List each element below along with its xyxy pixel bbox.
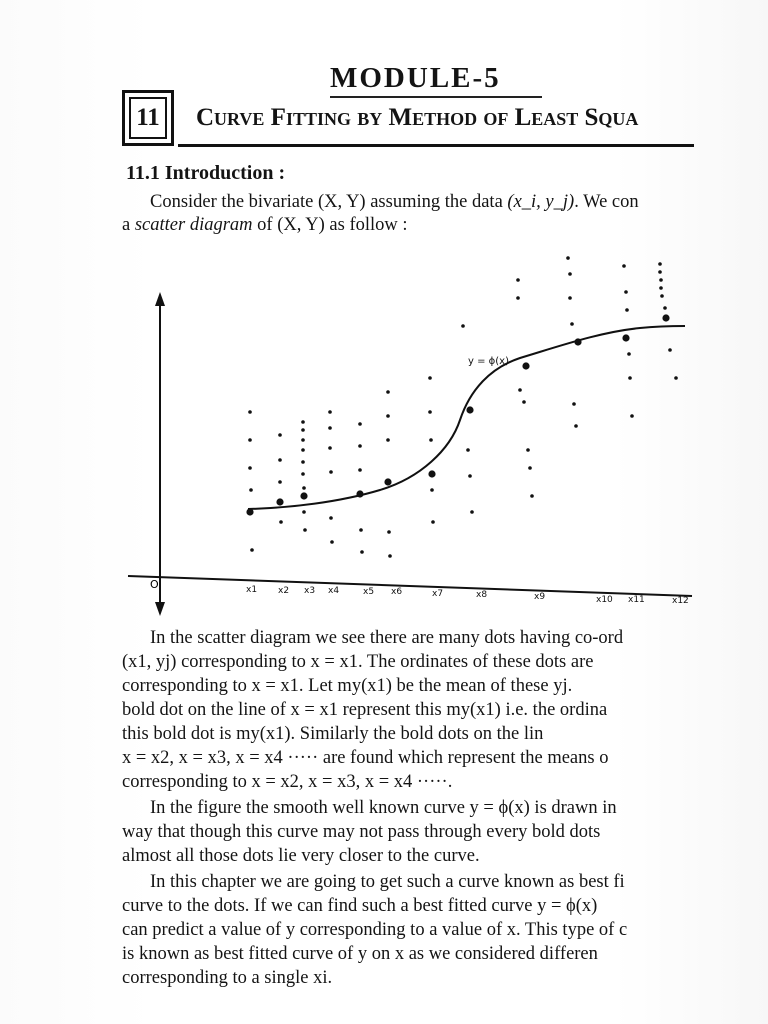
scatter-diagram-term: scatter diagram	[134, 215, 253, 235]
dot	[658, 262, 662, 266]
dot	[360, 550, 364, 554]
dot	[668, 348, 672, 352]
dot	[428, 410, 432, 414]
dot	[386, 414, 390, 418]
dot	[301, 472, 305, 476]
dot	[659, 286, 663, 290]
mean-dots	[246, 314, 669, 515]
dot	[468, 474, 472, 478]
chapter-rule	[178, 144, 694, 147]
dot	[386, 438, 390, 442]
mean-dot	[466, 406, 473, 413]
dot	[330, 540, 334, 544]
dot	[301, 460, 305, 464]
mean-dot	[522, 362, 529, 369]
body-line-9: way that though this curve may not pass through every bold dots	[122, 822, 601, 842]
dot	[663, 306, 667, 310]
dot	[428, 376, 432, 380]
dot	[328, 410, 332, 414]
body-line-14: is known as best fitted curve of y on x as we considered differen	[122, 944, 598, 964]
mean-dot	[356, 490, 363, 497]
dot	[387, 530, 391, 534]
dot	[660, 294, 664, 298]
dot	[328, 426, 332, 430]
dot	[431, 520, 435, 524]
mean-dot	[622, 334, 629, 341]
dot	[279, 520, 283, 524]
body-line-11: In this chapter we are going to get such a curve known as best fi	[150, 872, 625, 892]
dot	[248, 466, 252, 470]
x-tick-7: x7	[432, 589, 444, 599]
body-line-5: this bold dot is my(x1). Similarly the bold dots on the lin	[122, 724, 544, 744]
dot	[301, 428, 305, 432]
section-heading: 11.1 Introduction :	[126, 162, 286, 184]
dot	[301, 420, 305, 424]
x-tick-2: x2	[278, 586, 290, 596]
mean-dot	[574, 338, 581, 345]
x-tick-11: x11	[628, 595, 645, 605]
x-tick-5: x5	[363, 587, 375, 597]
curve-label: y = ϕ(x)	[468, 356, 509, 367]
body-line-6: x = x2, x = x3, x = x4 ····· are found which represent the means o	[122, 748, 609, 768]
x-tick-10: x10	[596, 595, 613, 605]
dot	[278, 480, 282, 484]
x-tick-1: x1	[246, 585, 258, 595]
chapter-header	[122, 90, 694, 152]
dot	[516, 296, 520, 300]
x-tick-3: x3	[304, 586, 316, 596]
dot	[570, 322, 574, 326]
dot	[568, 296, 572, 300]
dot	[386, 390, 390, 394]
dot	[568, 272, 572, 276]
dot	[278, 458, 282, 462]
dot	[302, 510, 306, 514]
body-line-1: In the scatter diagram we see there are many dots having co-ord	[150, 628, 624, 648]
dot	[659, 278, 663, 282]
scatter-figure	[120, 250, 694, 620]
module-title: MODULE-5	[330, 62, 501, 94]
dot	[674, 376, 678, 380]
dot	[466, 448, 470, 452]
y-axis-arrow-up	[155, 292, 165, 306]
dot	[625, 308, 629, 312]
mean-dot	[428, 470, 435, 477]
dot	[624, 290, 628, 294]
chapter-number: 11	[129, 97, 167, 139]
x-tick-12: x12	[672, 596, 689, 606]
mean-dot	[276, 498, 283, 505]
dot	[358, 422, 362, 426]
dot	[461, 324, 465, 328]
dot	[658, 270, 662, 274]
chapter-title: Curve Fitting by Method of Least Squa	[196, 104, 639, 131]
x-tick-8: x8	[476, 590, 488, 600]
mean-dot	[384, 478, 391, 485]
body-line-7: corresponding to x = x2, x = x3, x = x4 ·····.	[122, 772, 453, 792]
intro-math: (x_i, y_j)	[507, 192, 575, 212]
fitted-curve	[248, 326, 685, 509]
dot	[430, 488, 434, 492]
dot	[301, 448, 305, 452]
body-line-12: curve to the dots. If we can find such a best fitted curve y = ϕ(x)	[122, 896, 598, 916]
dot	[574, 424, 578, 428]
dot	[628, 376, 632, 380]
dot	[329, 470, 333, 474]
dot	[250, 548, 254, 552]
dot	[572, 402, 576, 406]
mean-dot	[300, 492, 307, 499]
dot	[358, 444, 362, 448]
scatter-dots	[248, 256, 678, 558]
dot	[388, 554, 392, 558]
dot	[302, 486, 306, 490]
body-line-4: bold dot on the line of x = x1 represent this my(x1) i.e. the ordina	[122, 700, 608, 720]
body-line-3: corresponding to x = x1. Let my(x1) be the mean of these yj.	[122, 676, 573, 696]
dot	[429, 438, 433, 442]
dot	[470, 510, 474, 514]
dot	[248, 438, 252, 442]
dot	[249, 488, 253, 492]
mean-dot	[246, 508, 253, 515]
body-line-13: can predict a value of y corresponding to a value of x. This type of c	[122, 920, 628, 940]
dot	[566, 256, 570, 260]
dot	[528, 466, 532, 470]
dot	[518, 388, 522, 392]
body-line-2: (x1, yj) corresponding to x = x1. The ordinates of these dots are	[122, 652, 594, 672]
x-tick-6: x6	[391, 587, 403, 597]
origin-label: O	[150, 578, 159, 591]
dot	[622, 264, 626, 268]
intro-line-1: Consider the bivariate (X, Y) assuming the data (x_i, y_j). We con	[150, 192, 639, 212]
mean-dot	[662, 314, 669, 321]
dot	[516, 278, 520, 282]
dot	[278, 433, 282, 437]
dot	[329, 516, 333, 520]
scatter-diagram	[120, 250, 694, 620]
x-tick-4: x4	[328, 586, 340, 596]
y-axis-arrow-down	[155, 602, 165, 616]
dot	[526, 448, 530, 452]
body-line-15: corresponding to a single xi.	[122, 968, 333, 988]
dot	[248, 410, 252, 414]
dot	[301, 438, 305, 442]
dot	[630, 414, 634, 418]
body-line-10: almost all those dots lie very closer to the curve.	[122, 846, 480, 866]
chapter-number-box	[122, 90, 174, 146]
x-tick-9: x9	[534, 592, 546, 602]
x-axis	[128, 576, 692, 596]
body-line-8: In the figure the smooth well known curve y = ϕ(x) is drawn in	[150, 798, 617, 818]
dot	[627, 352, 631, 356]
dot	[359, 528, 363, 532]
dot	[522, 400, 526, 404]
dot	[530, 494, 534, 498]
dot	[328, 446, 332, 450]
dot	[303, 528, 307, 532]
intro-line-2: a scatter diagram of (X, Y) as follow :	[122, 215, 408, 235]
dot	[358, 468, 362, 472]
